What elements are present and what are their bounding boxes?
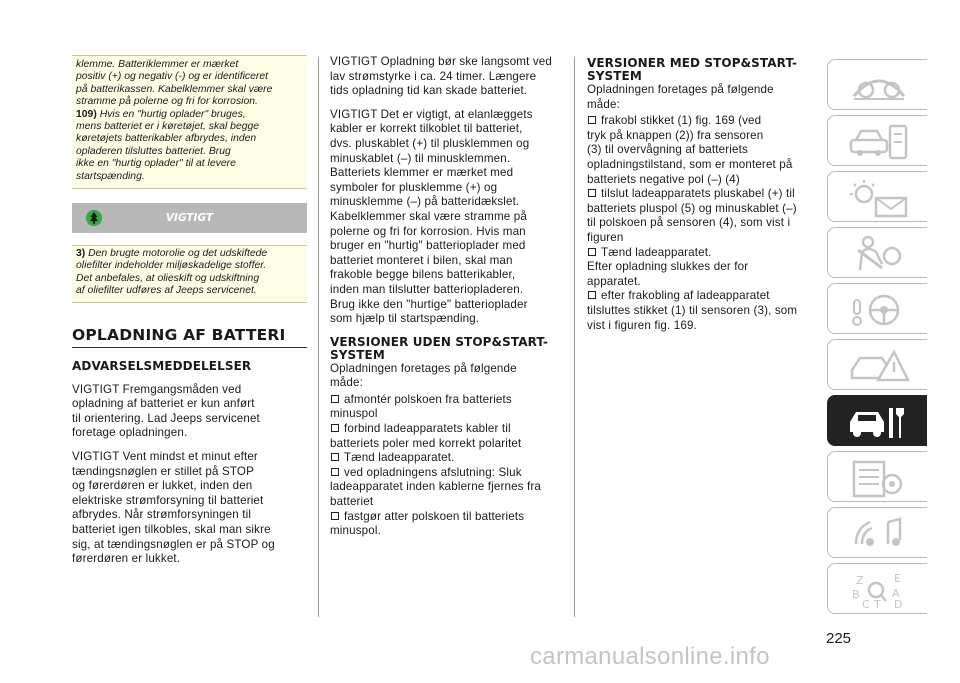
checkbox-bullet-icon <box>331 468 339 476</box>
index-icon <box>848 570 910 610</box>
note-line: positiv (+) og negativ (-) og er identificeret <box>76 71 269 83</box>
note-line: mens batteriet er i køretøjet, skal begge <box>76 121 260 133</box>
note-line: køretøjets batterikabler afbrydes, inden <box>76 133 257 145</box>
lights-icon <box>848 178 910 218</box>
index-letter: T <box>874 598 881 610</box>
list-item: Tænd ladeapparatet. <box>330 451 562 466</box>
tab-safety[interactable] <box>827 227 927 278</box>
vigtigt-header <box>72 203 307 233</box>
note-line: Det anbefales, at olieskift og udskiftning <box>76 272 260 284</box>
note-line: ikke en "hurtig oplader" til at levere <box>76 158 236 170</box>
list-item: fastgør atter polskoen til batteriets minuspol. <box>330 509 525 538</box>
tab-car-info[interactable] <box>827 115 927 166</box>
steering-wheel-icon <box>848 290 910 330</box>
checkbox-bullet-icon <box>331 512 339 520</box>
list-item: forbind ladeapparatets kabler til batteriets poler med korrekt polaritet <box>330 422 522 450</box>
note-line: af oliefilter udføres af Jeeps servicenet. <box>76 285 257 297</box>
note-3-first-line: 3) Den brugte motorolie og det udskiftede <box>76 248 268 260</box>
dashboard-icon <box>848 66 910 106</box>
subsection-heading: VERSIONER UDEN STOP&START- SYSTEM <box>330 334 548 362</box>
note-box-3 <box>72 245 307 303</box>
list-item: efter frakobling af ladeapparatet tilsluttes stikket (1) til sensoren (3), som vist i figuren fig. 169. <box>587 289 798 332</box>
column-left <box>72 55 307 576</box>
list-intro: Opladningen foretages på følgende måde: <box>330 361 517 390</box>
vigtigt-title: VIGTIGT <box>165 212 214 225</box>
chapter-tabs <box>827 59 927 619</box>
note-line: oliefilter indeholder miljøskadelige stoffer. <box>76 260 267 272</box>
index-letter: D <box>894 598 903 610</box>
checkbox-bullet-icon <box>588 248 596 256</box>
note-line: klemme. Batteriklemmer er mærket <box>76 59 239 70</box>
subsection-heading: VERSIONER MED STOP&START- SYSTEM <box>587 56 798 83</box>
paragraph: VIGTIGT Det er vigtigt, at elanlæggets kabler er korrekt tilkoblet til batteriet, dvs. pluskablet (+) til plusklemmen og minuskablet (–) til minusklemmen. Batteriets klemmer er mærket med symboler for plusklemme (+) og minusklemme (–) på batteridækslet. Kabelklemmer skal være stramme på polerne og fri for korrosion. Hvis man bruger en "hurtig" batterioplader med batteriet monteret i bilen, skal man frakoble begge bilens batterikabler, inden man tilslutter batteriopladeren. Brug ikke den "hurtige" batterioplader som hjælp til startspænding. <box>330 107 533 326</box>
tab-index[interactable] <box>827 563 927 614</box>
section-heading: OPLADNING AF BATTERI <box>72 326 307 348</box>
tab-steering[interactable] <box>827 283 927 334</box>
note-line: stramme på polerne og fri for korrosion. <box>76 96 258 108</box>
list-item: ved opladningens afslutning: Sluk ladeapparatet inden kablerne fjernes fra batteriet <box>330 465 541 509</box>
index-letter: E <box>894 572 901 585</box>
car-service-icon <box>848 402 910 442</box>
subsection-heading: ADVARSELSMEDDELELSER <box>72 358 252 373</box>
note-109-first-line: 109) Hvis en "hurtig oplader" bruges, <box>76 108 246 120</box>
tab-service[interactable] <box>827 395 927 446</box>
index-letter: B <box>852 588 860 601</box>
paragraph: VIGTIGT Opladning bør ske langsomt ved lav strømstyrke i ca. 24 timer. Længere tids opladning tid kan skade batteriet. <box>330 55 552 98</box>
tab-multimedia[interactable] <box>827 507 927 558</box>
index-letter: A <box>892 587 900 600</box>
tab-dashboard[interactable] <box>827 59 927 110</box>
checkbox-bullet-icon <box>331 395 339 403</box>
checkbox-bullet-icon <box>588 116 596 124</box>
car-info-icon <box>848 122 910 162</box>
note-box-109 <box>72 55 307 189</box>
list-intro: Opladningen foretages på følgende måde: <box>587 83 774 111</box>
list-item: afmontér polskoen fra batteriets minuspol <box>330 392 512 421</box>
index-letter: Z <box>856 574 864 587</box>
index-letter: C <box>862 598 870 610</box>
column-divider-2 <box>574 57 575 617</box>
list-item: Tænd ladeapparatet. Efter opladning slukkes der for apparatet. <box>587 245 749 288</box>
checkbox-bullet-icon <box>588 291 596 299</box>
multimedia-icon <box>848 514 910 554</box>
paragraph: VIGTIGT Fremgangsmåden ved opladning af batteriet er kun anført til orientering. Lad Jeeps servicenet foretage opladningen. <box>72 382 260 440</box>
note-number: 3) <box>76 248 86 260</box>
list-item: frakobl stikket (1) fig. 169 (ved tryk på knappen (2)) fra sensoren (3) til overvågning af batteriets opladningstilstand, som er monteret på batteriets negative pol (–) (4) <box>587 114 793 186</box>
column-middle <box>330 55 562 539</box>
column-right <box>587 55 817 333</box>
page-number: 225 <box>826 630 852 647</box>
column-divider-1 <box>318 57 319 617</box>
tab-emergency[interactable] <box>827 339 927 390</box>
tab-lights[interactable] <box>827 171 927 222</box>
emergency-icon <box>848 346 910 386</box>
watermark: carmanualsonline.info <box>530 643 770 670</box>
note-number: 109) <box>76 108 97 120</box>
checkbox-bullet-icon <box>331 453 339 461</box>
checkbox-bullet-icon <box>331 424 339 432</box>
note-line: startspænding. <box>76 170 145 182</box>
safety-icon <box>848 234 910 274</box>
checkbox-bullet-icon <box>588 189 596 197</box>
note-line: opladeren tilsluttes batteriet. Brug <box>76 145 231 157</box>
list-item: tilslut ladeapparatets pluskabel (+) til batteriets pluspol (5) og minuskablet (–) til polskoen på sensoren (4), som vist i figuren <box>587 187 797 244</box>
specs-icon <box>848 458 910 498</box>
note-line: på batterikassen. Kabelklemmer skal være <box>76 83 273 95</box>
paragraph: VIGTIGT Vent mindst et minut efter tændingsnøglen er stillet på STOP og førerdøren er lukket, inden den elektriske strømforsyning til batteriet afbrydes. Når strømforsyningen til batteriet igen tilkobles, skal man sikre sig, at tændingsnøglen er på STOP og førerdøren er lukket. <box>72 450 275 566</box>
tab-specs[interactable] <box>827 451 927 502</box>
